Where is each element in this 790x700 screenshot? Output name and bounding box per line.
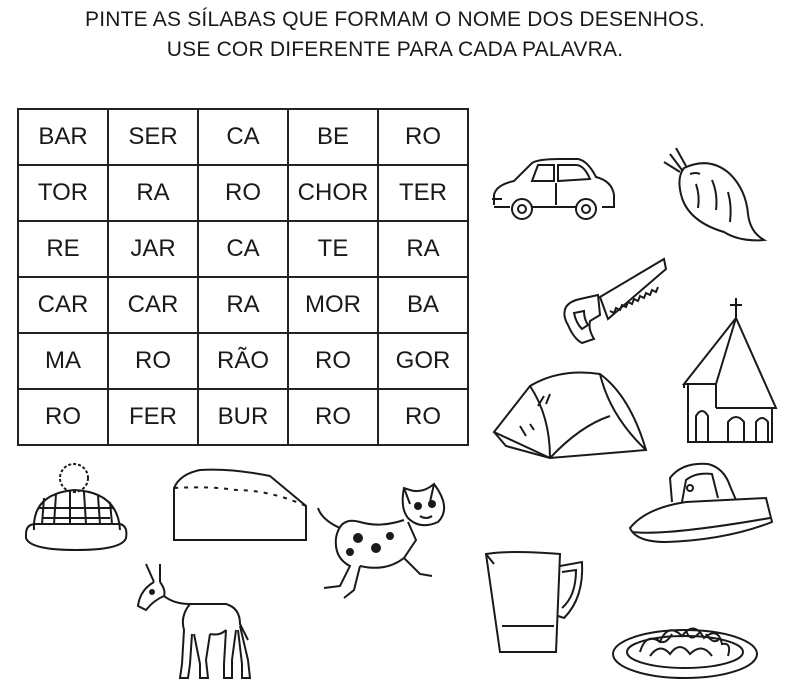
syllable-cell[interactable]: RO: [378, 389, 468, 445]
donkey-icon: [130, 560, 260, 690]
syllable-cell[interactable]: BE: [288, 109, 378, 165]
syllable-cell[interactable]: RO: [378, 109, 468, 165]
syllable-cell[interactable]: TE: [288, 221, 378, 277]
grid-row: [18, 333, 468, 389]
syllable-cell[interactable]: RA: [198, 277, 288, 333]
syllable-cell[interactable]: SER: [108, 109, 198, 165]
syllable-cell[interactable]: GOR: [378, 333, 468, 389]
syllable-grid: [17, 108, 469, 446]
dog-icon: [300, 478, 460, 608]
grid-row: [18, 109, 468, 165]
syllable-cell[interactable]: JAR: [108, 221, 198, 277]
spaghetti-icon: [610, 612, 760, 684]
syllable-cell[interactable]: CA: [198, 221, 288, 277]
pitcher-icon: [480, 548, 590, 658]
grid-row: [18, 165, 468, 221]
syllable-cell[interactable]: BAR: [18, 109, 108, 165]
syllable-cell[interactable]: CHOR: [288, 165, 378, 221]
syllable-cell[interactable]: RA: [378, 221, 468, 277]
syllable-cell[interactable]: TOR: [18, 165, 108, 221]
syllable-cell[interactable]: TER: [378, 165, 468, 221]
church-icon: [680, 296, 780, 448]
car-icon: [490, 155, 618, 225]
beet-icon: [660, 144, 770, 244]
syllable-cell[interactable]: RO: [18, 389, 108, 445]
syllable-cell[interactable]: RO: [198, 165, 288, 221]
cheese-icon: [170, 466, 310, 546]
instruction-line-2: USE COR DIFERENTE PARA CADA PALAVRA.: [166, 38, 624, 61]
grid-row: [18, 221, 468, 277]
syllable-cell[interactable]: BUR: [198, 389, 288, 445]
syllable-cell[interactable]: MA: [18, 333, 108, 389]
tent-icon: [490, 366, 650, 462]
grid-row: [18, 277, 468, 333]
syllable-cell[interactable]: CA: [198, 109, 288, 165]
syllable-cell[interactable]: RO: [288, 333, 378, 389]
syllable-cell[interactable]: RO: [108, 333, 198, 389]
grid-row: [18, 389, 468, 445]
instruction-line-1: PINTE AS SÍLABAS QUE FORMAM O NOME DOS DESENHOS.: [85, 8, 705, 31]
saw-icon: [560, 255, 670, 347]
syllable-cell[interactable]: RA: [108, 165, 198, 221]
iron-icon: [626, 458, 776, 548]
syllable-cell[interactable]: CAR: [108, 277, 198, 333]
syllable-cell[interactable]: RE: [18, 221, 108, 277]
hat-icon: [22, 458, 132, 558]
syllable-cell[interactable]: BA: [378, 277, 468, 333]
syllable-cell[interactable]: FER: [108, 389, 198, 445]
syllable-cell[interactable]: MOR: [288, 277, 378, 333]
syllable-cell[interactable]: CAR: [18, 277, 108, 333]
syllable-cell[interactable]: RO: [288, 389, 378, 445]
syllable-cell[interactable]: RÃO: [198, 333, 288, 389]
